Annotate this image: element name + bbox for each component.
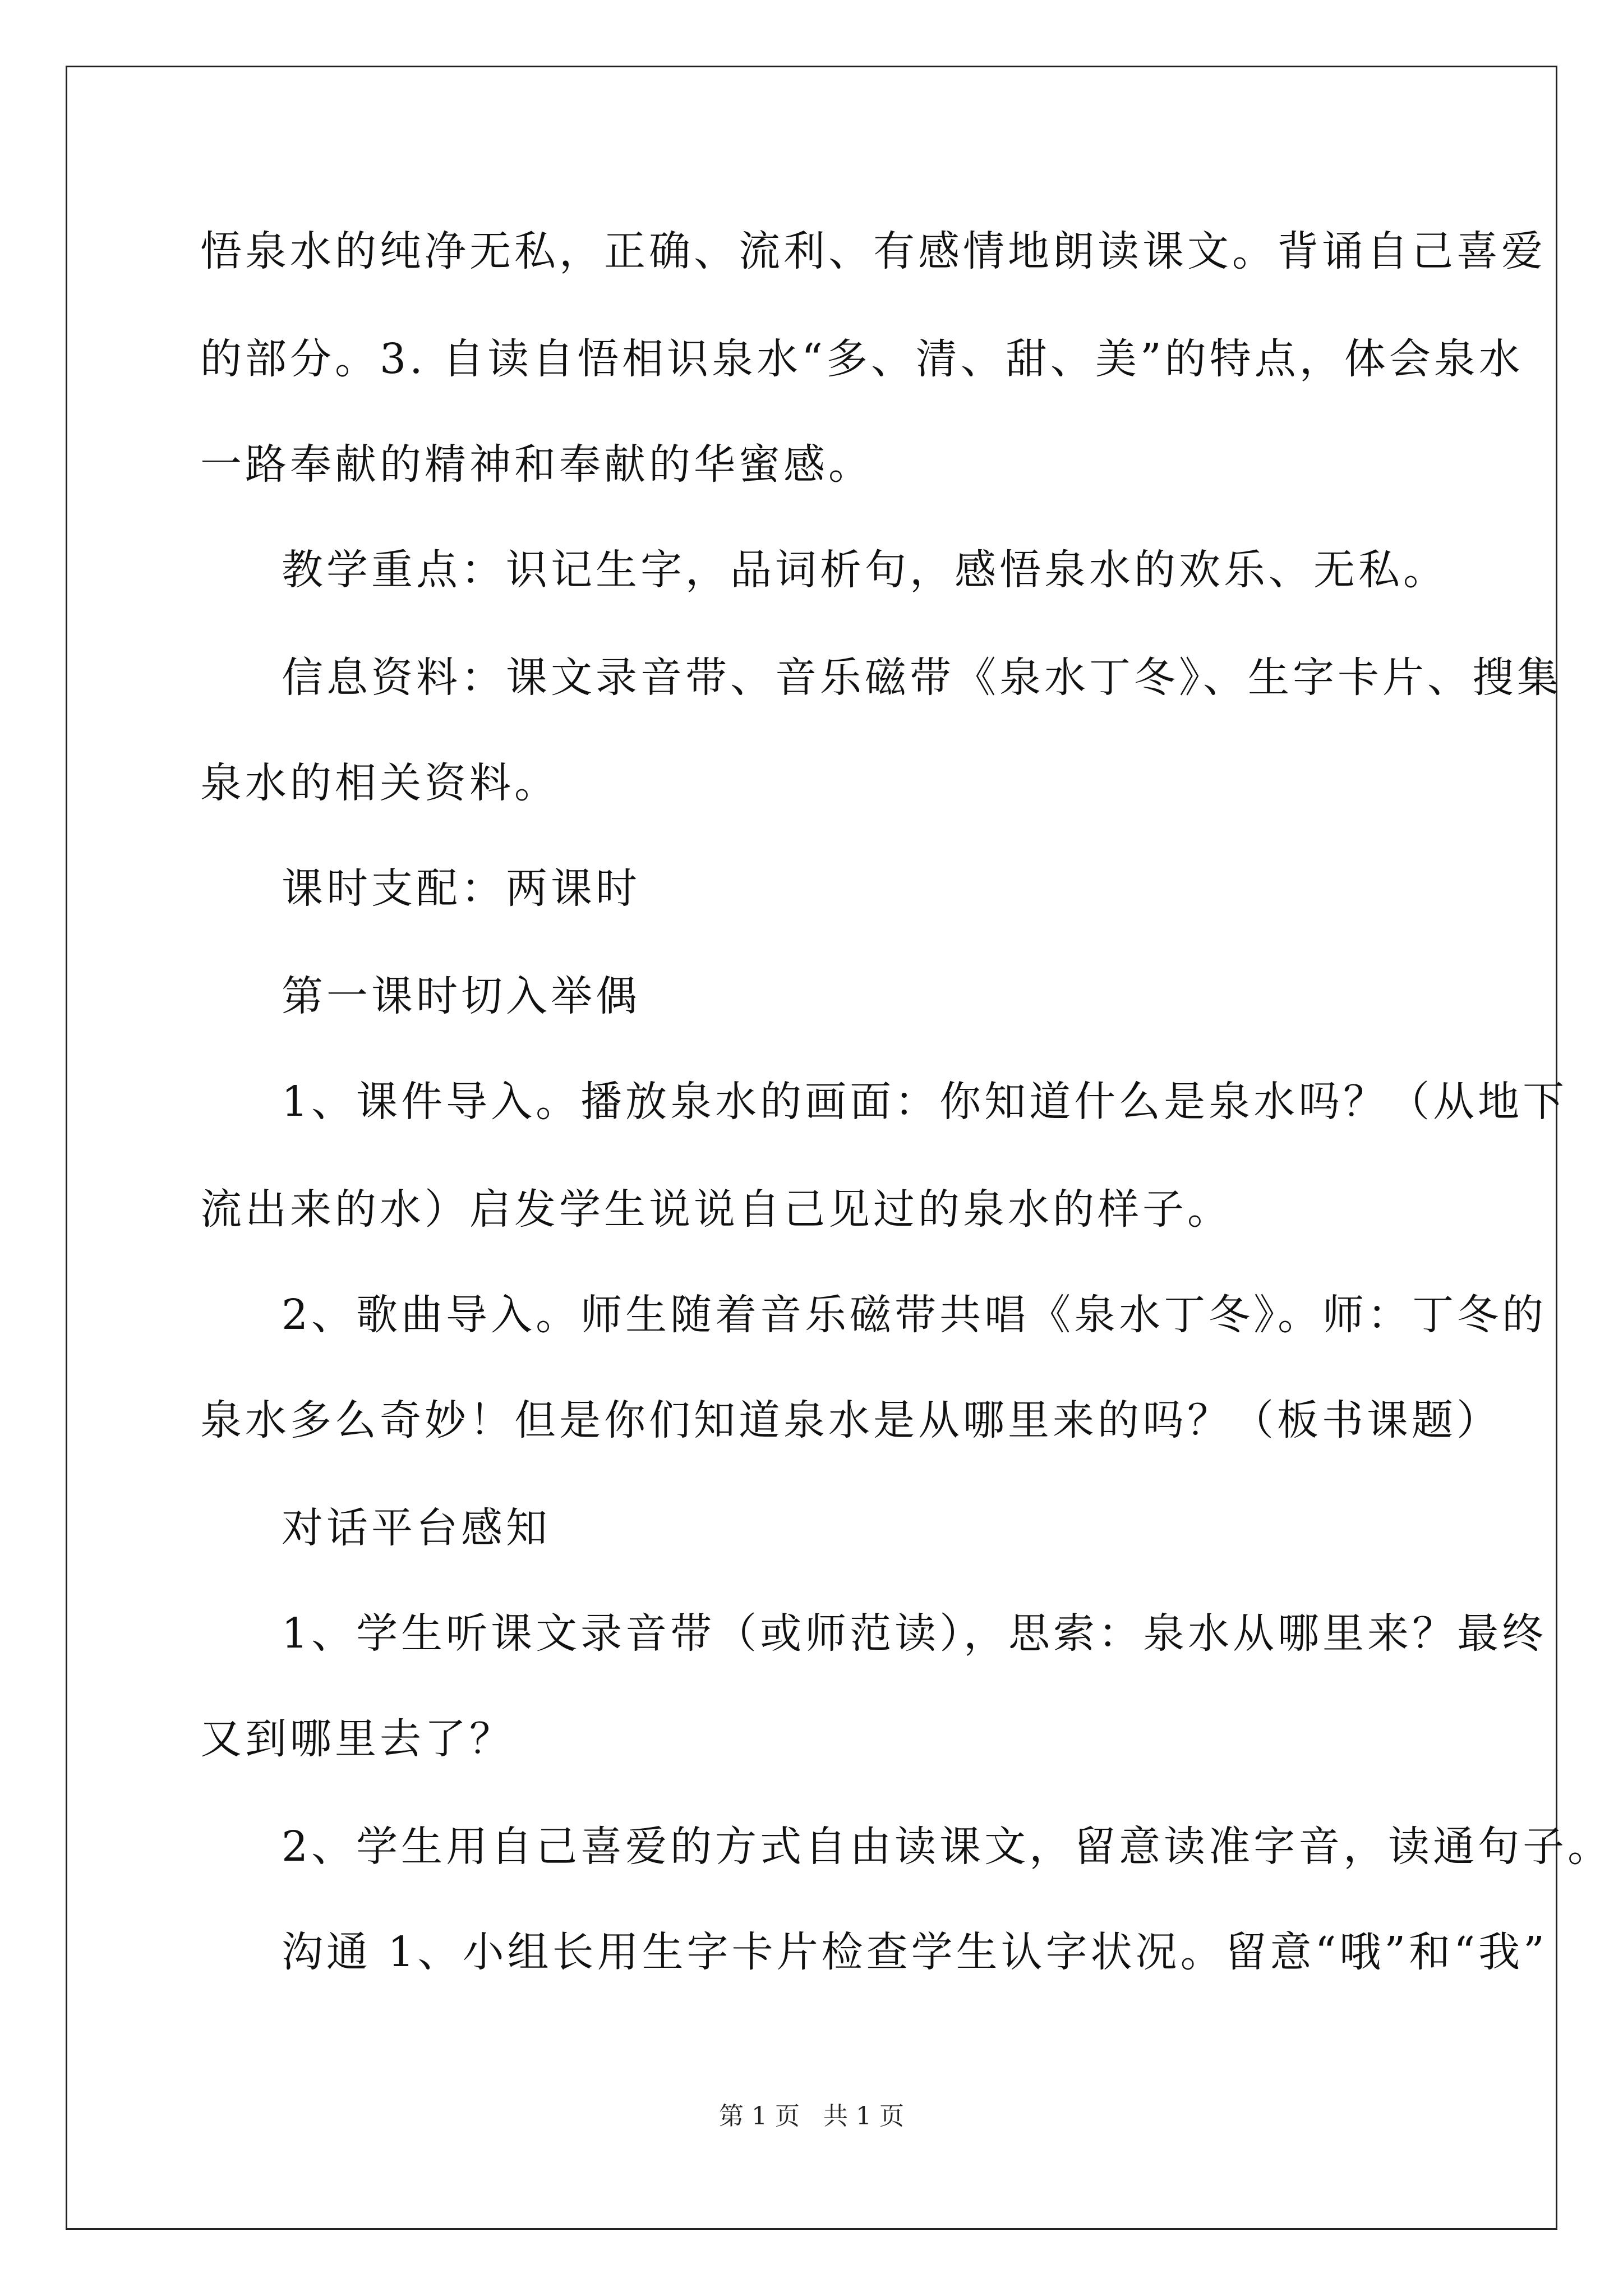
- text-line: 1、课件导入。播放泉水的画面：你知道什么是泉水吗？（从地下: [282, 1078, 1568, 1126]
- text-line: 一路奉献的精神和奉献的华蜜感。: [200, 440, 873, 489]
- text-line: 又到哪里去了？: [200, 1715, 514, 1763]
- text-line: 泉水的相关资料。: [200, 759, 559, 807]
- text-line: 教学重点：识记生字，品词析句，感悟泉水的欢乐、无私。: [282, 546, 1448, 594]
- text-line: 泉水多么奇妙！但是你们知道泉水是从哪里来的吗？（板书课题）: [200, 1396, 1501, 1444]
- text-line: 课时支配：两课时: [282, 864, 640, 913]
- page-number-footer: 第 1 页 共 1 页: [719, 2102, 904, 2131]
- text-line: 第一课时切入举偶: [282, 972, 640, 1020]
- text-line: 悟泉水的纯净无私，正确、流利、有感情地朗读课文。背诵自己喜爱: [200, 227, 1546, 275]
- text-line: 信息资料：课文录音带、音乐磁带《泉水丁冬》、生字卡片、搜集: [282, 654, 1562, 702]
- text-line: 的部分。3. 自读自悟相识泉水“多、清、甜、美”的特点，体会泉水: [200, 335, 1524, 383]
- page-border: [66, 66, 1557, 2230]
- text-line: 对话平台感知: [282, 1504, 551, 1552]
- text-line: 1、学生听课文录音带（或师范读），思索：泉水从哪里来？最终: [282, 1609, 1547, 1658]
- text-line: 2、学生用自己喜爱的方式自由读课文，留意读准字音，读通句子。: [282, 1823, 1613, 1871]
- text-line: 沟通 1、小组长用生字卡片检查学生认字状况。留意“哦”和“我”: [282, 1928, 1548, 1976]
- text-line: 流出来的水）启发学生说说自己见过的泉水的样子。: [200, 1185, 1232, 1234]
- text-line: 2、歌曲导入。师生随着音乐磁带共唱《泉水丁冬》。师：丁冬的: [282, 1291, 1547, 1339]
